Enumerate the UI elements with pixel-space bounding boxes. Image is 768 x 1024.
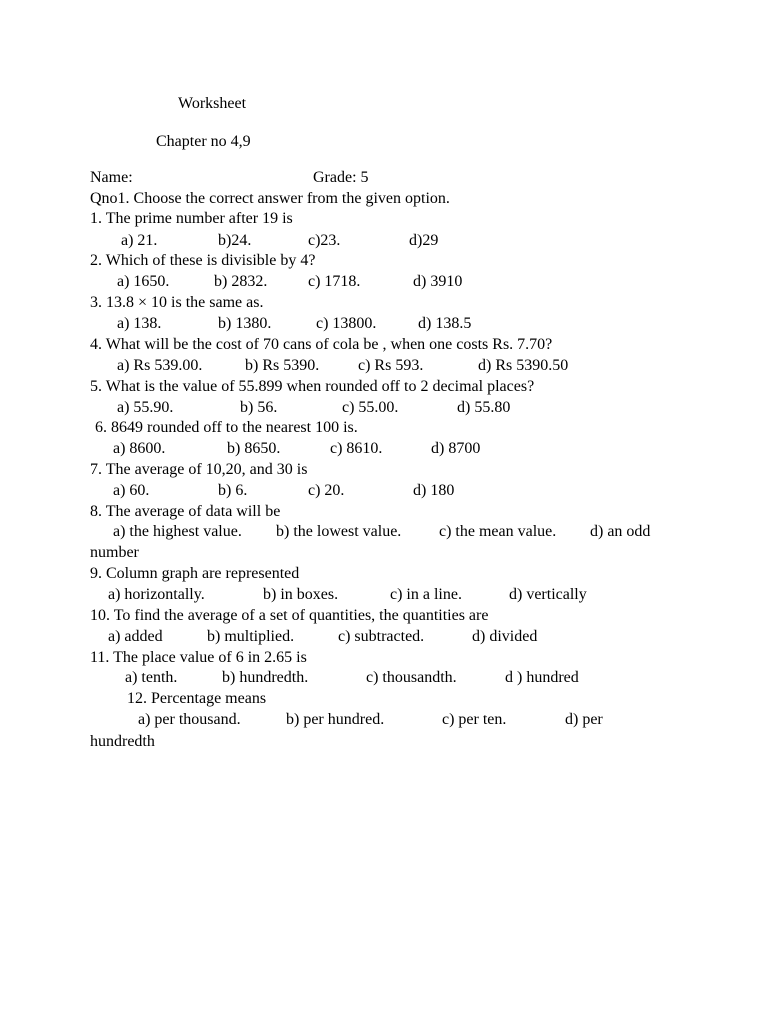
q11-option-a: a) tenth. bbox=[125, 669, 178, 686]
q7-option-b: b) 6. bbox=[218, 482, 248, 499]
question-11: 11. The place value of 6 in 2.65 is bbox=[90, 649, 307, 666]
q8-option-b: b) the lowest value. bbox=[276, 523, 402, 540]
q5-option-b: b) 56. bbox=[240, 399, 278, 416]
q4-option-d: d) Rs 5390.50 bbox=[478, 357, 569, 374]
instruction-text: Qno1. Choose the correct answer from the given option. bbox=[90, 190, 450, 207]
question-2: 2. Which of these is divisible by 4? bbox=[90, 252, 316, 269]
q10-option-c: c) subtracted. bbox=[338, 628, 425, 645]
question-9: 9. Column graph are represented bbox=[90, 565, 300, 582]
q10-option-a: a) added bbox=[108, 628, 163, 645]
question-5: 5. What is the value of 55.899 when rounded off to 2 decimal places? bbox=[90, 378, 535, 395]
q11-option-d: d ) hundred bbox=[505, 669, 579, 686]
chapter-heading: Chapter no 4,9 bbox=[156, 133, 251, 150]
q3-option-b: b) 1380. bbox=[218, 315, 272, 332]
q11-option-b: b) hundredth. bbox=[222, 669, 309, 686]
name-label: Name: bbox=[90, 169, 133, 186]
q11-option-c: c) thousandth. bbox=[366, 669, 457, 686]
question-3: 3. 13.8 × 10 is the same as. bbox=[90, 294, 264, 311]
q6-option-d: d) 8700 bbox=[431, 440, 481, 457]
q12-continuation: hundredth bbox=[90, 733, 155, 750]
q7-option-d: d) 180 bbox=[413, 482, 455, 499]
q12-option-b: b) per hundred. bbox=[286, 711, 385, 728]
q8-option-a: a) the highest value. bbox=[113, 523, 242, 540]
q7-option-a: a) 60. bbox=[113, 482, 150, 499]
q6-option-b: b) 8650. bbox=[227, 440, 281, 457]
q1-option-a: a) 21. bbox=[121, 232, 158, 249]
q5-option-d: d) 55.80 bbox=[457, 399, 511, 416]
q9-option-d: d) vertically bbox=[509, 586, 587, 603]
q9-option-b: b) in boxes. bbox=[263, 586, 339, 603]
q10-option-d: d) divided bbox=[472, 628, 538, 645]
q12-option-a: a) per thousand. bbox=[138, 711, 241, 728]
q4-option-b: b) Rs 5390. bbox=[245, 357, 320, 374]
q4-option-a: a) Rs 539.00. bbox=[117, 357, 203, 374]
q10-option-b: b) multiplied. bbox=[207, 628, 295, 645]
grade-label: Grade: 5 bbox=[313, 169, 369, 186]
q5-option-a: a) 55.90. bbox=[117, 399, 174, 416]
q7-option-c: c) 20. bbox=[308, 482, 345, 499]
q9-option-a: a) horizontally. bbox=[108, 586, 205, 603]
worksheet-title: Worksheet bbox=[178, 95, 247, 112]
question-6: 6. 8649 rounded off to the nearest 100 is. bbox=[95, 419, 358, 436]
q3-option-c: c) 13800. bbox=[316, 315, 377, 332]
question-1: 1. The prime number after 19 is bbox=[90, 210, 293, 227]
question-10: 10. To find the average of a set of quantities, the quantities are bbox=[90, 607, 489, 624]
q6-option-a: a) 8600. bbox=[113, 440, 166, 457]
question-8: 8. The average of data will be bbox=[90, 503, 281, 520]
question-7: 7. The average of 10,20, and 30 is bbox=[90, 461, 308, 478]
q8-option-c: c) the mean value. bbox=[439, 523, 557, 540]
q2-option-b: b) 2832. bbox=[214, 273, 268, 290]
q8-option-d: d) an odd bbox=[590, 523, 651, 540]
question-4: 4. What will be the cost of 70 cans of cola be , when one costs Rs. 7.70? bbox=[90, 336, 553, 353]
q9-option-c: c) in a line. bbox=[390, 586, 462, 603]
q12-option-d: d) per bbox=[565, 711, 603, 728]
q2-option-d: d) 3910 bbox=[413, 273, 463, 290]
q6-option-c: c) 8610. bbox=[330, 440, 383, 457]
q3-option-a: a) 138. bbox=[117, 315, 162, 332]
q4-option-c: c) Rs 593. bbox=[358, 357, 424, 374]
q3-option-d: d) 138.5 bbox=[418, 315, 472, 332]
q5-option-c: c) 55.00. bbox=[342, 399, 399, 416]
q2-option-c: c) 1718. bbox=[308, 273, 361, 290]
q1-option-d: d)29 bbox=[409, 232, 439, 249]
question-12: 12. Percentage means bbox=[127, 690, 267, 707]
q12-option-c: c) per ten. bbox=[442, 711, 507, 728]
q8-continuation: number bbox=[90, 544, 139, 561]
q1-option-c: c)23. bbox=[308, 232, 341, 249]
q1-option-b: b)24. bbox=[218, 232, 252, 249]
q2-option-a: a) 1650. bbox=[117, 273, 170, 290]
